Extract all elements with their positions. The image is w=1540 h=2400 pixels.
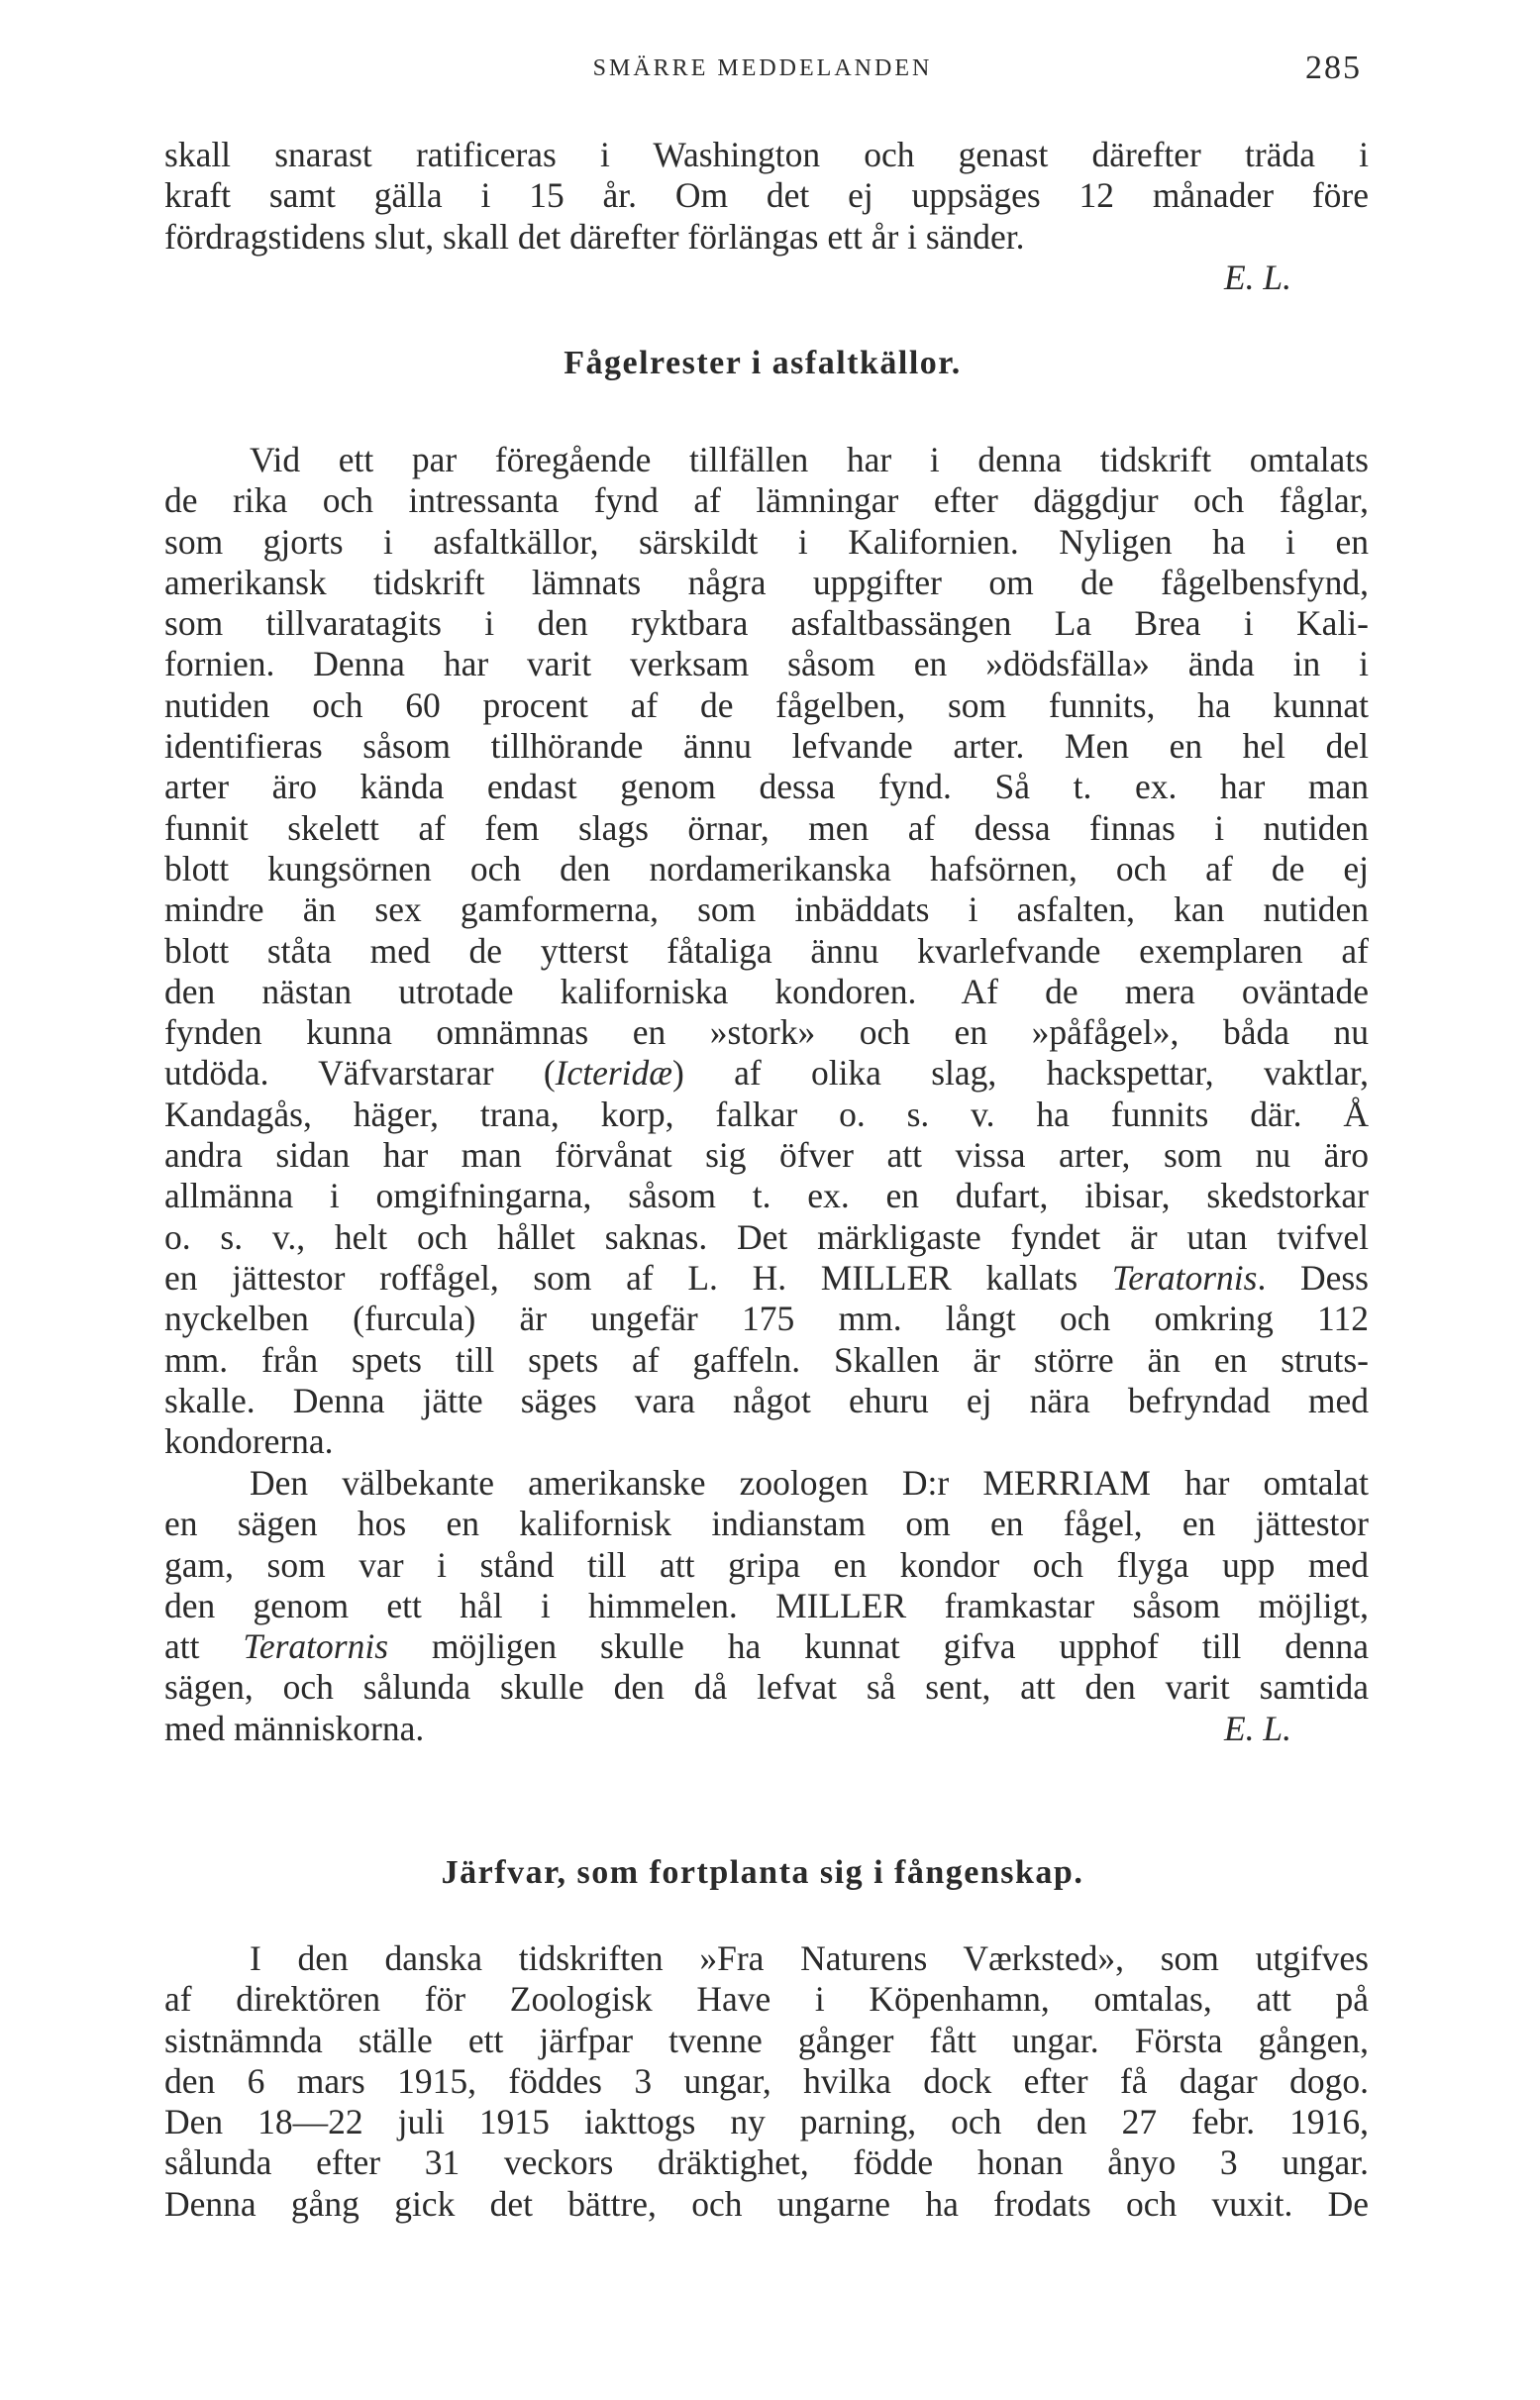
text-line: mindre än sex gamformerna, som inbäddats i asfalten, kan nutiden xyxy=(164,889,1369,930)
text-line: blott kungsörnen och den nordamerikanska hafsörnen, och af de ej xyxy=(164,848,1369,888)
text-line: sägen, och sålunda skulle den då lefvat så sent, att den varit samtida xyxy=(164,1667,1369,1708)
text-line: fornien. Denna har varit verksam såsom en »dödsfälla» ända in i xyxy=(164,644,1369,684)
section-heading-fagelrester: Fågelrester i asfaltkällor. xyxy=(564,345,962,381)
text-line: andra sidan har man förvånat sig öfver att vissa arter, som nu äro xyxy=(164,1135,1369,1176)
text-line: Kandagås, häger, trana, korp, falkar o. s. v. ha funnits där. Å xyxy=(164,1094,1369,1134)
text-line: blott ståta med de ytterst fåtaliga ännu kvarlefvande exemplaren af xyxy=(164,930,1369,971)
text-line: skall snarast ratificeras i Washington och genast därefter träda i xyxy=(164,135,1369,174)
text-line: sistnämnda ställe ett järfpar tvenne gånger fått ungar. Första gången, xyxy=(164,2020,1369,2060)
text-line: den genom ett hål i himmelen. MILLER framkastar såsom möjligt, xyxy=(164,1585,1369,1625)
text-line: kraft samt gälla i 15 år. Om det ej uppsäges 12 månader före xyxy=(164,175,1369,216)
text-line: nutiden och 60 procent af de fågelben, som funnits, ha kunnat xyxy=(164,684,1369,725)
text-line: arter äro kända endast genom dessa fynd. Så t. ex. har man xyxy=(164,767,1369,807)
text-line: den nästan utrotade kaliforniska kondoren. Af de mera oväntade xyxy=(164,971,1369,1011)
text-line: de rika och intressanta fynd af lämningar efter däggdjur och fåglar, xyxy=(164,480,1369,521)
text-line: allmänna i omgifningarna, såsom t. ex. en dufart, ibisar, skedstorkar xyxy=(164,1176,1369,1216)
continuation-paragraph xyxy=(164,135,1369,298)
text-line: Denna gång gick det bättre, och ungarne ha frodats och vuxit. De xyxy=(164,2183,1369,2224)
text-line: Den välbekante amerikanske zoologen D:r MERRIAM har omtalat xyxy=(250,1463,1369,1503)
text-line: en sägen hos en kalifornisk indianstam om en fågel, en jättestor xyxy=(164,1504,1369,1544)
text-line: nyckelben (furcula) är ungefär 175 mm. långt och omkring 112 xyxy=(164,1299,1369,1339)
running-title: SMÄRRE MEDDELANDEN xyxy=(592,55,933,81)
text-line-with-signature xyxy=(164,1709,1369,1749)
text-line: fynden kunna omnämnas en »stork» och en »påfågel», båda nu xyxy=(164,1012,1369,1053)
text-line: identifieras såsom tillhörande ännu lefvande arter. Men en hel del xyxy=(164,726,1369,767)
text-line: den 6 mars 1915, föddes 3 ungar, hvilka dock efter få dagar dogo. xyxy=(164,2060,1369,2101)
text-line: gam, som var i stånd till att gripa en kondor och flyga upp med xyxy=(164,1544,1369,1585)
text-line: kondorerna. xyxy=(164,1421,334,1462)
text-line: att Teratornis möjligen skulle ha kunnat gifva upphof till denna xyxy=(164,1626,1369,1667)
text-line: som tillvaratagits i den ryktbara asfaltbassängen La Brea i Kali- xyxy=(164,603,1369,644)
text-line: Den 18—22 juli 1915 iakttogs ny parning, och den 27 febr. 1916, xyxy=(164,2102,1369,2142)
text-line: sålunda efter 31 veckors dräktighet, födde honan ånyo 3 ungar. xyxy=(164,2142,1369,2183)
text-line: o. s. v., helt och hållet saknas. Det märkligaste fyndet är utan tvifvel xyxy=(164,1216,1369,1257)
text-line: skalle. Denna jätte säges vara något ehuru ej nära befryndad med xyxy=(164,1380,1369,1420)
section-heading-jarfvar: Järfvar, som fortplanta sig i fångenskap. xyxy=(441,1854,1084,1891)
paragraph-fagelrester-2 xyxy=(164,1463,1369,1749)
text-line: Vid ett par föregående tillfällen har i denna tidskrift omtalats xyxy=(250,440,1369,479)
text-line: en jättestor roffågel, som af L. H. MILLER kallats Teratornis. Dess xyxy=(164,1257,1369,1298)
text-line: af direktören för Zoologisk Have i Köpenhamn, omtalas, att på xyxy=(164,1979,1369,2020)
text-line: funnit skelett af fem slags örnar, men af dessa finnas i nutiden xyxy=(164,807,1369,848)
text-line: utdöda. Väfvarstarar (Icteridæ) af olika slag, hackspettar, vaktlar, xyxy=(164,1053,1369,1094)
paragraph-fagelrester-1 xyxy=(164,440,1369,1462)
text-line: fördragstidens slut, skall det därefter förlängas ett år i sänder. xyxy=(164,216,1025,257)
page-number: 285 xyxy=(1305,50,1362,86)
text-line: som gjorts i asfaltkällor, särskildt i Kalifornien. Nyligen ha i en xyxy=(164,521,1369,562)
signature-text: E. L. xyxy=(1223,257,1291,297)
text-line: I den danska tidskriften »Fra Naturens Værksted», som utgifves xyxy=(250,1938,1369,1978)
text-line: med människorna. xyxy=(164,1708,425,1748)
text-line: mm. från spets till spets af gaffeln. Skallen är större än en struts- xyxy=(164,1339,1369,1380)
text-line: amerikansk tidskrift lämnats några uppgifter om de fågelbensfynd, xyxy=(164,562,1369,602)
signature xyxy=(164,258,1369,298)
signature: E. L. xyxy=(1223,1708,1291,1748)
paragraph-jarfvar xyxy=(164,1938,1369,2225)
